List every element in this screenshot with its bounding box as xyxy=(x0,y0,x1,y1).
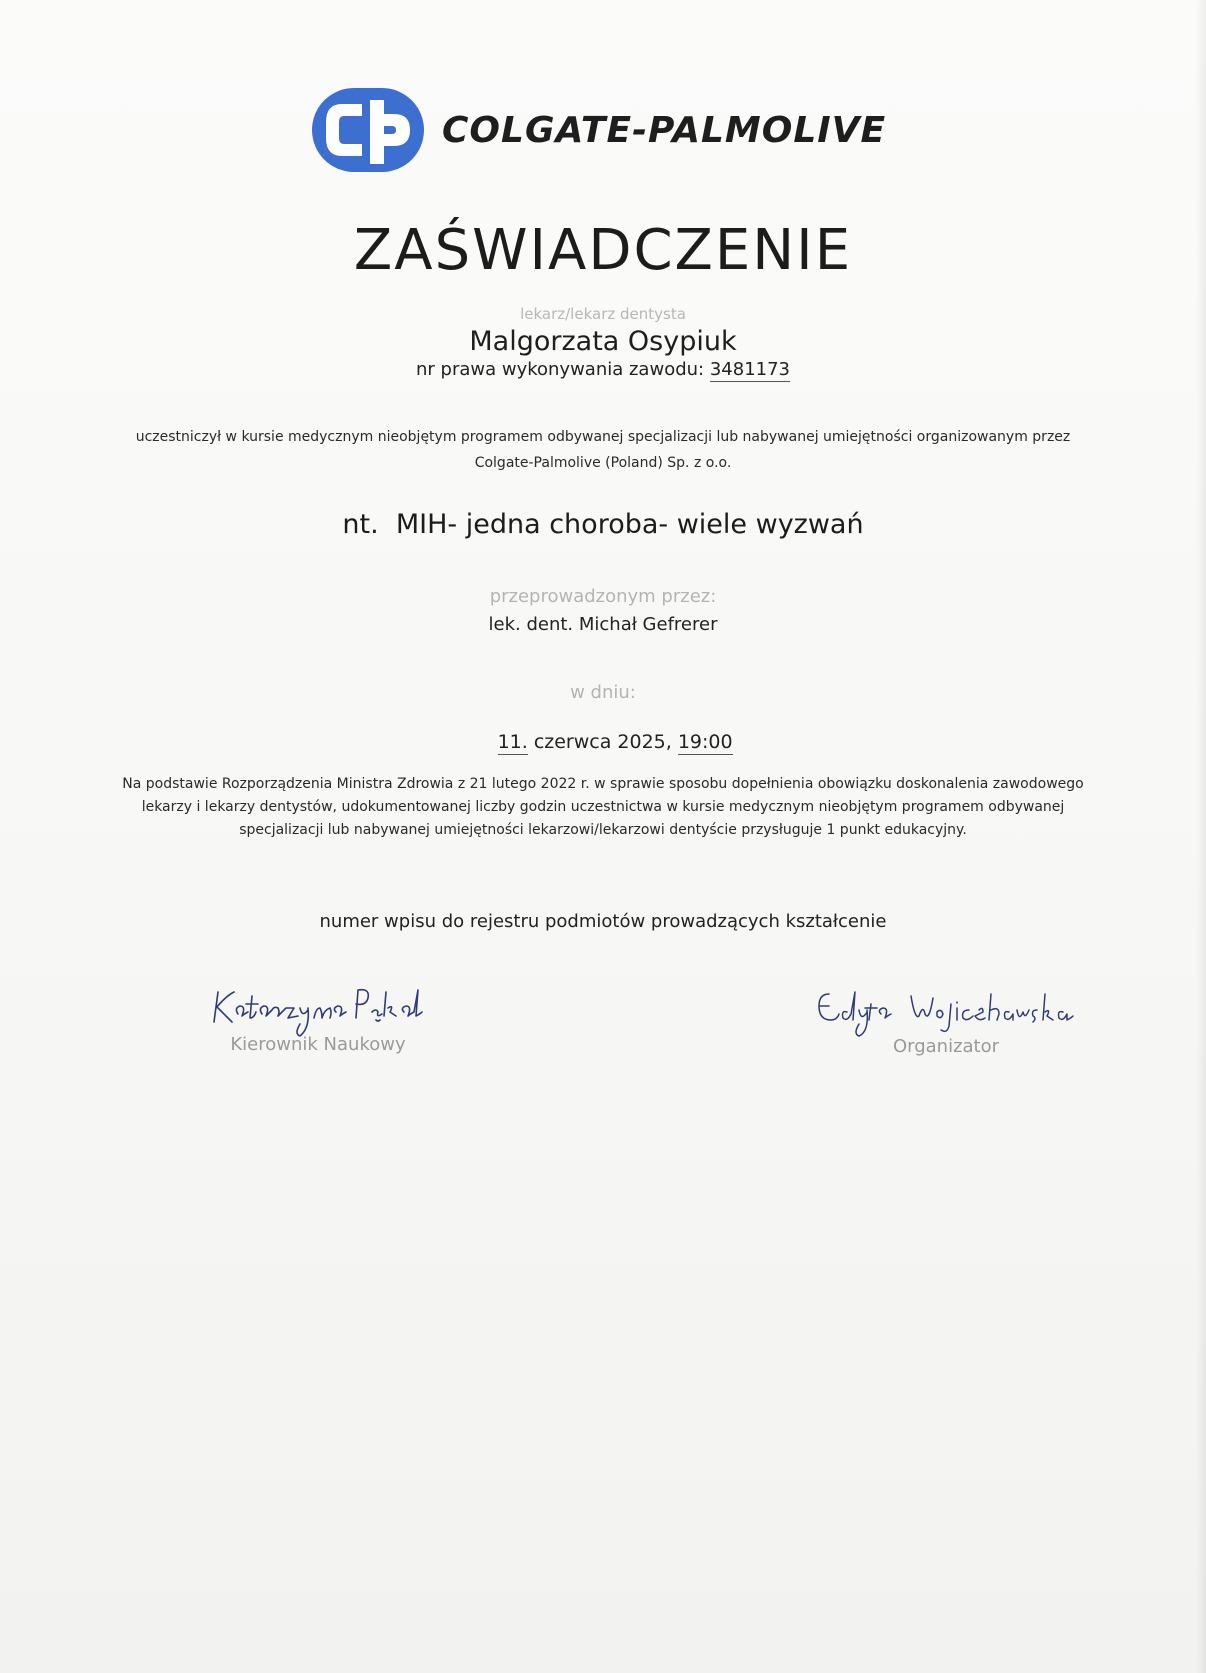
legal-line-1: Na podstawie Rozporządzenia Ministra Zdrowia z 21 lutego 2022 r. w sprawie sposobu dopełnienia obowiązku doskonalenia zawodowego xyxy=(122,776,1084,792)
legal-line-2: lekarzy i lekarzy dentystów, udokumentowanej liczby godzin uczestnictwa w kursie medycznym nieobjętym programem odbywanej xyxy=(141,799,1065,815)
colgate-palmolive-cp-logo-icon xyxy=(312,88,424,172)
organizer-signature-block xyxy=(786,980,1106,1057)
certificate-title: ZAŚWIADCZENIE xyxy=(353,218,853,283)
role-label: lekarz/lekarz dentysta xyxy=(520,305,686,323)
conducted-by-value: lek. dent. Michał Gefrerer xyxy=(488,614,718,635)
license-line xyxy=(0,359,1206,382)
date-day: 11. xyxy=(497,731,528,753)
license-label: nr prawa wykonywania zawodu: xyxy=(415,359,705,380)
scientific-director-signature xyxy=(158,978,478,1034)
handwritten-signature-left xyxy=(208,978,428,1038)
date-label: w dniu: xyxy=(570,682,636,703)
legal-line-3: specjalizacji lub nabywanej umiejętności lekarzowi/lekarzowi dentyście przysługuje 1 punkt edukacyjny. xyxy=(239,822,967,838)
recipient-name: Malgorzata Osypiuk xyxy=(469,326,737,357)
brand-logo xyxy=(312,88,886,172)
registry-number-label: numer wpisu do rejestru podmiotów prowadzących kształcenie xyxy=(319,911,887,932)
participation-text xyxy=(0,424,1206,476)
handwritten-signature-right xyxy=(811,980,1081,1040)
participation-line-1: uczestniczył w kursie medycznym nieobjętym programem odbywanej specjalizacji lub nabywanej umiejętności organizowanym przez xyxy=(135,429,1071,445)
date-time: 19:00 xyxy=(677,731,733,753)
course-topic: nt. MIH- jedna choroba- wiele wyzwań xyxy=(342,509,864,540)
date-month-year: czerwca 2025, xyxy=(527,731,678,753)
date-value xyxy=(0,709,1206,777)
brand-name: COLGATE-PALMOLIVE xyxy=(442,109,887,151)
organizer-signature xyxy=(786,980,1106,1036)
participation-line-2: Colgate-Palmolive (Poland) Sp. z o.o. xyxy=(474,455,732,471)
organizer-caption: Organizator xyxy=(892,1036,1000,1057)
scientific-director-signature-block xyxy=(158,978,478,1055)
conducted-by-label: przeprowadzonym przez: xyxy=(489,586,717,607)
license-number: 3481173 xyxy=(709,359,791,380)
legal-basis-text xyxy=(0,773,1206,842)
scientific-director-caption: Kierownik Naukowy xyxy=(230,1034,406,1055)
